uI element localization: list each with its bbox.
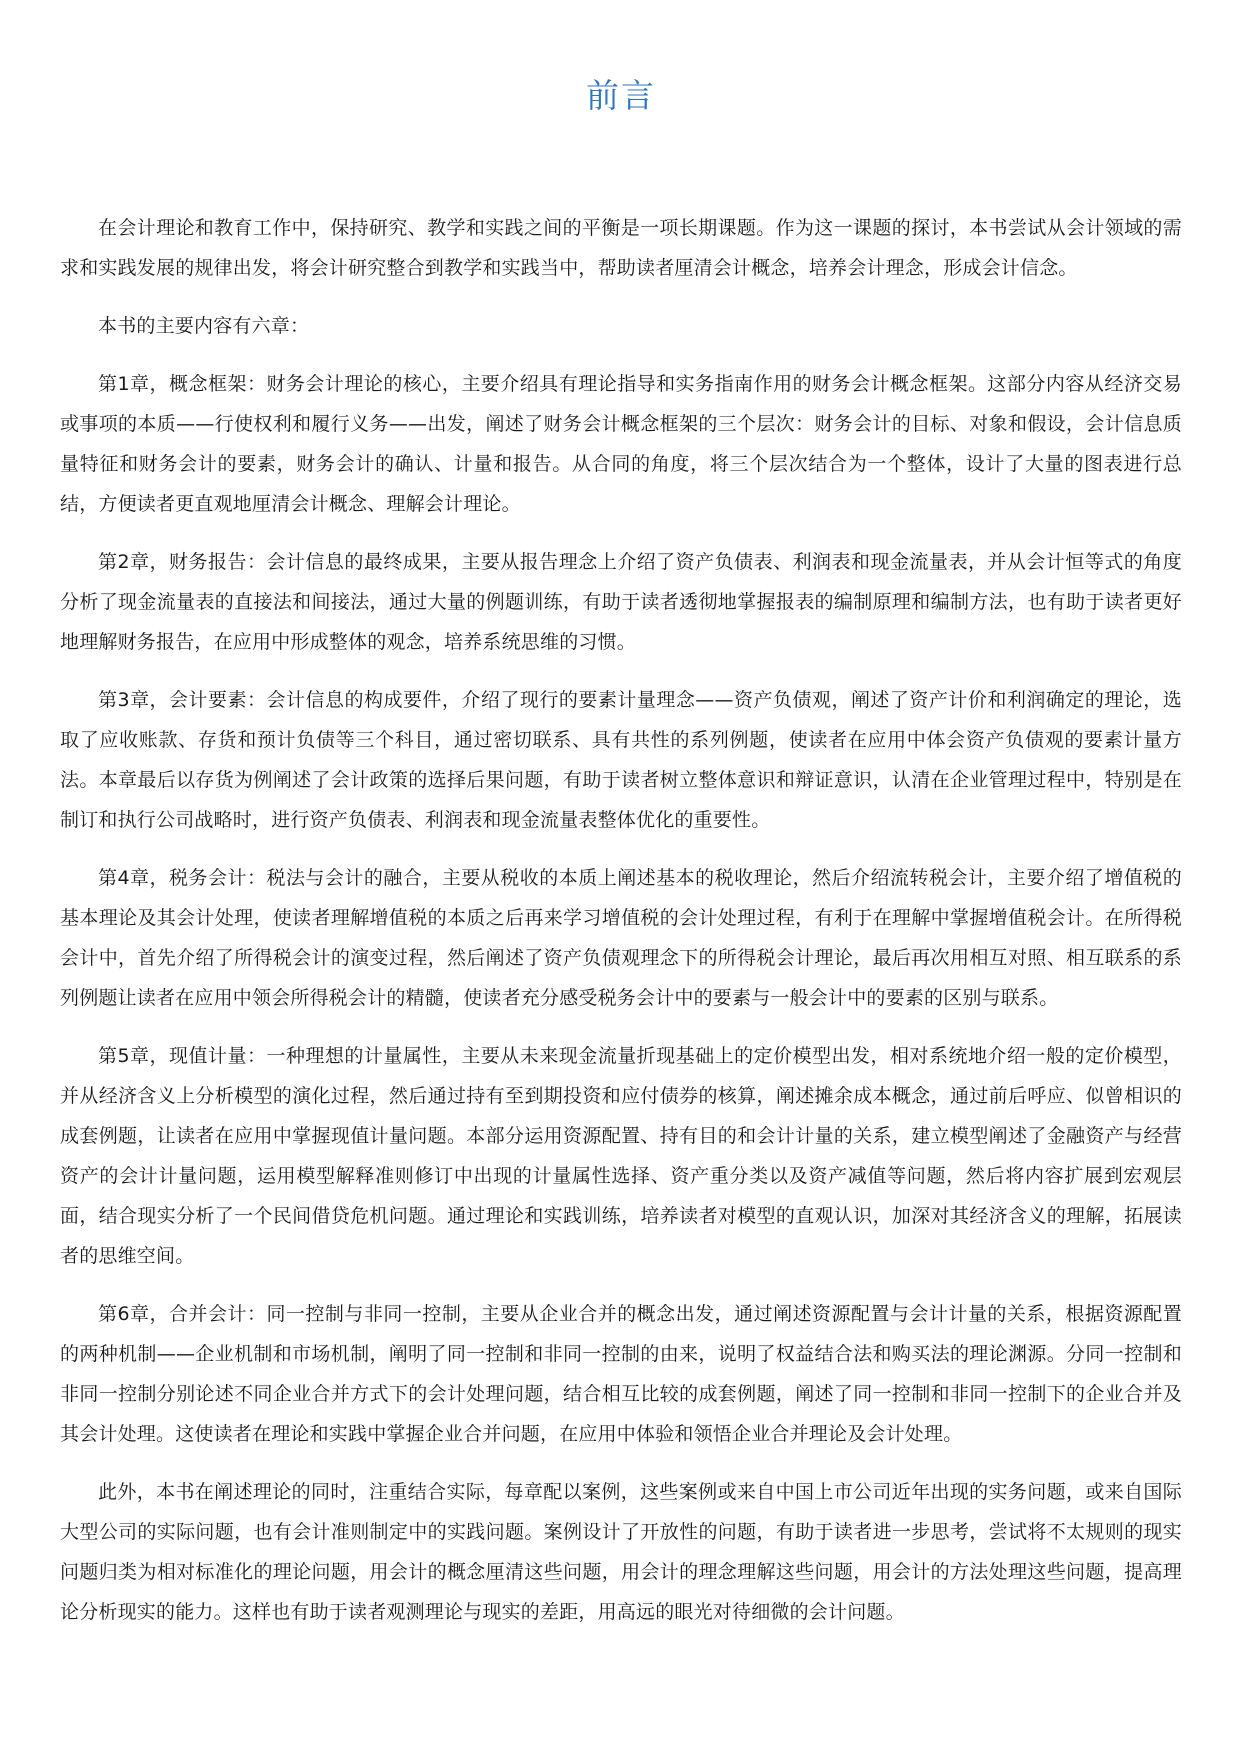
paragraph-chapter-6: 第6章，合并会计：同一控制与非同一控制，主要从企业合并的概念出发，通过阐述资源配置与会计计量的关系，根据资源配置的两种机制——企业机制和市场机制，阐明了同一控制和非同一控制的由来，说明了权益结合法和购买法的理论渊源。分同一控制和非同一控制分别论述不同企业合并方式下的会计处理问题，结合相互比较的成套例题，阐述了同一控制和非同一控制下的企业合并及其会计处理。这使读者在理论和实践中掌握企业合并问题，在应用中体验和领悟企业合并理论及会计处理。 xyxy=(60,1303,1182,1445)
paragraph-chapter-4: 第4章，税务会计：税法与会计的融合，主要从税收的本质上阐述基本的税收理论，然后介绍流转税会计，主要介绍了增值税的基本理论及其会计处理，使读者理解增值税的本质之后再来学习增值税的会计处理过程，有利于在理解中掌握增值税会计。在所得税会计中，首先介绍了所得税会计的演变过程，然后阐述了资产负债观理念下的所得税会计理论，最后再次用相互对照、相互联系的系列例题让读者在应用中领会所得税会计的精髓，使读者充分感受税务会计中的要素与一般会计中的要素的区别与联系。 xyxy=(60,867,1182,1009)
paragraph-chapter-5: 第5章，现值计量：一种理想的计量属性，主要从未来现金流量折现基础上的定价模型出发，相对系统地介绍一般的定价模型，并从经济含义上分析模型的演化过程，然后通过持有至到期投资和应付债券的核算，阐述摊余成本概念，通过前后呼应、似曾相识的成套例题，让读者在应用中掌握现值计量问题。本部分运用资源配置、持有目的和会计计量的关系，建立模型阐述了金融资产与经营资产的会计计量问题，运用模型解释准则修订中出现的计量属性选择、资产重分类以及资产减值等问题，然后将内容扩展到宏观层面，结合现实分析了一个民间借贷危机问题。通过理论和实践训练，培养读者对模型的直观认识，加深对其经济含义的理解，拓展读者的思维空间。 xyxy=(60,1045,1182,1267)
paragraph-cases: 此外，本书在阐述理论的同时，注重结合实际，每章配以案例，这些案例或来自中国上市公司近年出现的实务问题，或来自国际大型公司的实际问题，也有会计准则制定中的实践问题。案例设计了开放性的问题，有助于读者进一步思考，尝试将不太规则的现实问题归类为相对标准化的理论问题，用会计的概念厘清这些问题，用会计的理念理解这些问题，用会计的方法处理这些问题，提高理论分析现实的能力。这样也有助于读者观测理论与现实的差距，用高远的眼光对待细微的会计问题。 xyxy=(60,1481,1182,1623)
page-title: 前言 xyxy=(586,76,656,115)
paragraph-chapter-overview: 本书的主要内容有六章： xyxy=(98,315,310,337)
paragraph-chapter-2: 第2章，财务报告：会计信息的最终成果，主要从报告理念上介绍了资产负债表、利润表和现金流量表，并从会计恒等式的角度分析了现金流量表的直接法和间接法，通过大量的例题训练，有助于读者透彻地掌握报表的编制原理和编制方法，也有助于读者更好地理解财务报告，在应用中形成整体的观念，培养系统思维的习惯。 xyxy=(60,551,1182,653)
paragraph-chapter-1: 第1章，概念框架：财务会计理论的核心，主要介绍具有理论指导和实务指南作用的财务会计概念框架。这部分内容从经济交易或事项的本质——行使权利和履行义务——出发，阐述了财务会计概念框架的三个层次：财务会计的目标、对象和假设，会计信息质量特征和财务会计的要素，财务会计的确认、计量和报告。从合同的角度，将三个层次结合为一个整体，设计了大量的图表进行总结，方便读者更直观地厘清会计概念、理解会计理论。 xyxy=(60,373,1182,515)
paragraph-chapter-3: 第3章，会计要素：会计信息的构成要件，介绍了现行的要素计量理念——资产负债观，阐述了资产计价和利润确定的理论，选取了应收账款、存货和预计负债等三个科目，通过密切联系、具有共性的系列例题，使读者在应用中体会资产负债观的要素计量方法。本章最后以存货为例阐述了会计政策的选择后果问题，有助于读者树立整体意识和辩证意识，认清在企业管理过程中，特别是在制订和执行公司战略时，进行资产负债表、利润表和现金流量表整体优化的重要性。 xyxy=(60,689,1182,831)
paragraph-intro: 在会计理论和教育工作中，保持研究、教学和实践之间的平衡是一项长期课题。作为这一课题的探讨，本书尝试从会计领域的需求和实践发展的规律出发，将会计研究整合到教学和实践当中，帮助读者厘清会计概念，培养会计理念，形成会计信念。 xyxy=(60,217,1182,279)
